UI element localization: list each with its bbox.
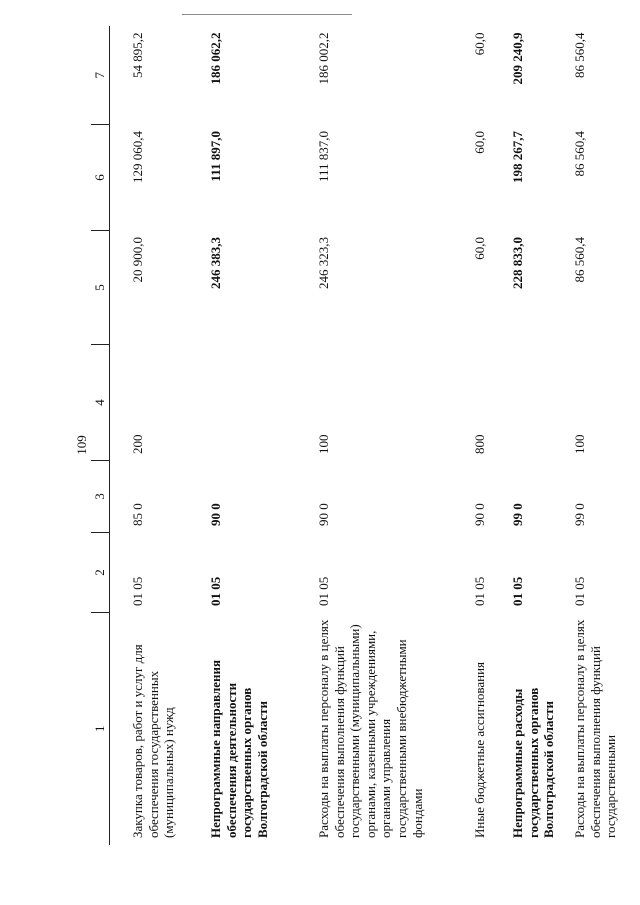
row-program-code: 90 0 [204, 461, 312, 533]
row-value-7: 186 062,2 [204, 27, 312, 125]
row-expense-type: 800 [468, 345, 506, 461]
table-row [312, 27, 468, 845]
row-section-code: 01 05 [110, 533, 205, 613]
table-row [568, 27, 634, 845]
row-value-7: 186 002,2 [312, 27, 468, 125]
budget-table [91, 27, 634, 846]
row-program-code: 90 0 [468, 461, 506, 533]
row-section-code: 01 05 [506, 533, 568, 613]
row-value-5: 246 383,3 [204, 231, 312, 345]
row-name: Непрограммные расходы государственных органов Волгоградской области [506, 613, 568, 845]
row-name: Расходы на выплаты персоналу в целях обеспечения выполнения функций государственными [568, 613, 634, 845]
row-value-5: 60,0 [468, 231, 506, 345]
row-value-7: 86 560,4 [568, 27, 634, 125]
header-col-3: 3 [91, 461, 110, 533]
row-value-6: 111 897,0 [204, 125, 312, 231]
top-rule [0, 0, 1, 905]
row-value-6: 129 060,4 [110, 125, 205, 231]
row-value-5: 86 560,4 [568, 231, 634, 345]
row-name: Непрограммные направления обеспечения деятельности государственных органов Волгоградской области [204, 613, 312, 845]
header-col-1: 1 [91, 613, 110, 845]
header-col-2: 2 [91, 533, 110, 613]
row-section-code: 01 05 [468, 533, 506, 613]
row-value-5: 246 323,3 [312, 231, 468, 345]
row-name: Расходы на выплаты персоналу в целях обеспечения выполнения функций государственными (муниципальными) органами, казенными учреждениями, органами управления государственными внебюджетными фондами [312, 613, 468, 845]
row-expense-type: 200 [110, 345, 205, 461]
header-col-5: 5 [91, 231, 110, 345]
row-expense-type: 100 [312, 345, 468, 461]
header-col-7: 7 [91, 27, 110, 125]
row-value-7: 54 895,2 [110, 27, 205, 125]
row-name: Иные бюджетные ассигнования [468, 613, 506, 845]
row-value-6: 198 267,7 [506, 125, 568, 231]
row-value-6: 111 837,0 [312, 125, 468, 231]
row-program-code: 99 0 [506, 461, 568, 533]
row-value-5: 228 833,0 [506, 231, 568, 345]
row-value-5: 20 900,0 [110, 231, 205, 345]
row-value-6: 86 560,4 [568, 125, 634, 231]
row-section-code: 01 05 [204, 533, 312, 613]
table-row [468, 27, 506, 845]
header-col-6: 6 [91, 125, 110, 231]
header-row [91, 27, 110, 845]
row-expense-type [506, 345, 568, 461]
table-row [204, 27, 312, 845]
scan-edge-mark [182, 14, 352, 15]
row-name: Закупка товаров, работ и услуг для обеспечения государственных (муниципальных) нужд [110, 613, 205, 845]
table-row [506, 27, 568, 845]
row-expense-type: 100 [568, 345, 634, 461]
row-value-6: 60,0 [468, 125, 506, 231]
page-number: 109 [74, 435, 89, 455]
row-section-code: 01 05 [568, 533, 634, 613]
row-program-code: 99 0 [568, 461, 634, 533]
row-expense-type [204, 345, 312, 461]
table-row [110, 27, 205, 845]
row-program-code: 85 0 [110, 461, 205, 533]
row-value-7: 60,0 [468, 27, 506, 125]
row-program-code: 90 0 [312, 461, 468, 533]
row-section-code: 01 05 [312, 533, 468, 613]
row-value-7: 209 240,9 [506, 27, 568, 125]
header-col-4: 4 [91, 345, 110, 461]
